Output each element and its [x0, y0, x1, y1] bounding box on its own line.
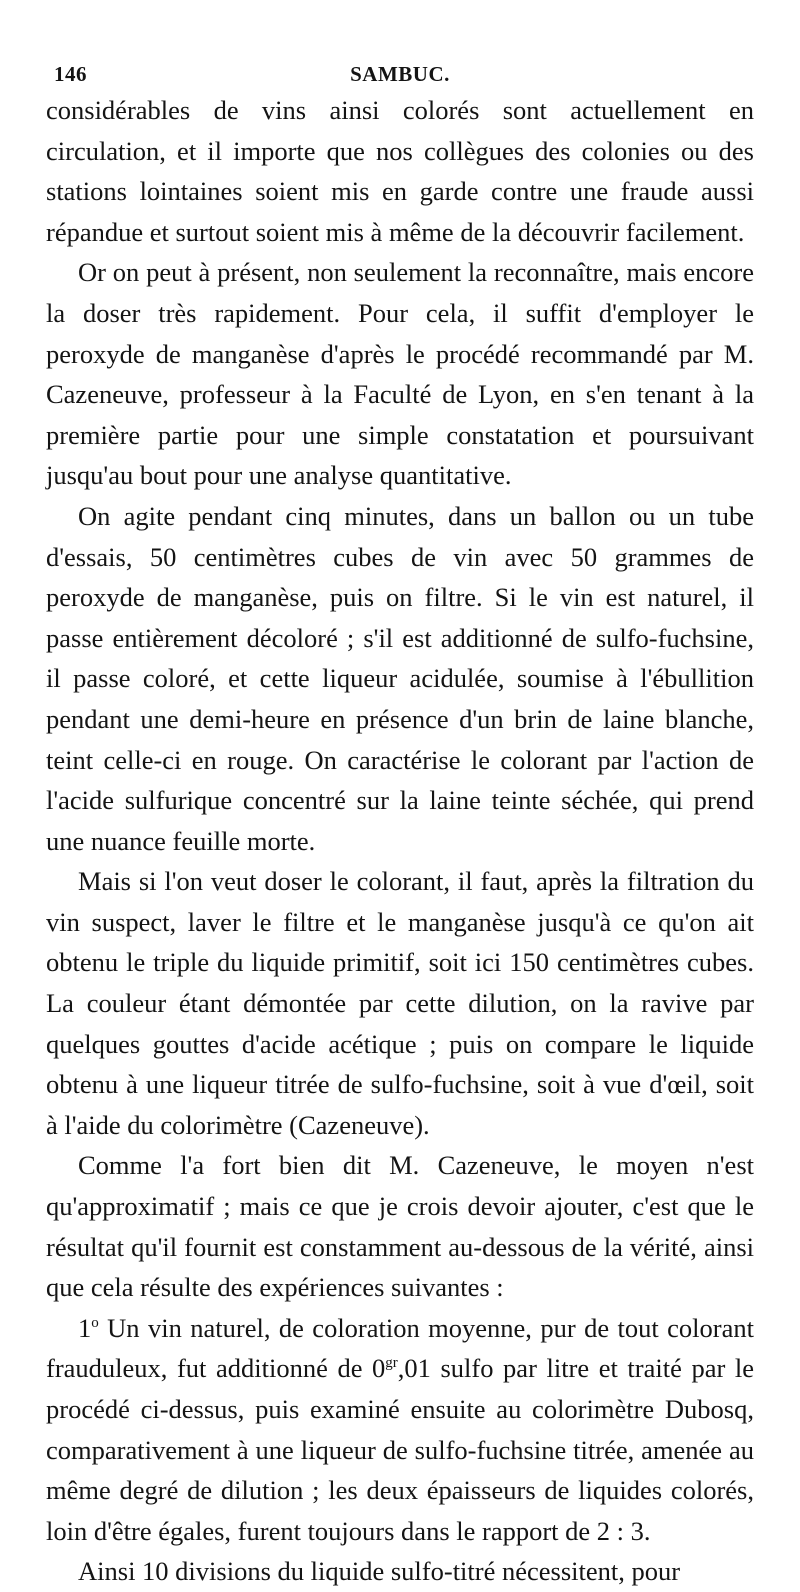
paragraph: Or on peut à présent, non seulement la reconnaître, mais encore la doser très rapidement. Pour cela, il suffit d'employer le peroxyde de manganèse d'après le procédé recommandé par M. Cazeneuve, professeur à la Faculté de Lyon, en s'en tenant à la première partie pour une simple constatation et poursuivant jusqu'au bout pour une analyse quantitative.	[46, 257, 754, 491]
text-segment: ,01 sulfo par litre et traité par le procédé ci-dessus, puis examiné ensuite au colorimètre Dubosq, comparativement à une liqueur de sulfo-fuchsine titrée, amenée au même degré de dilution ; les deux épaisseurs de liquides colorés, loin d'être égales, furent toujours dans le rapport de 2 : 3.	[46, 1353, 754, 1546]
text-segment: 1	[78, 1312, 92, 1343]
body-text	[46, 90, 754, 1592]
paragraph-last-line: Ainsi 10 divisions du liquide sulfo-titré nécessitent, pour	[78, 1556, 681, 1587]
superscript: gr	[385, 1355, 398, 1372]
paragraph-experiment-1	[46, 1308, 754, 1552]
paragraph: On agite pendant cinq minutes, dans un ballon ou un tube d'essais, 50 centimètres cubes de vin avec 50 grammes de peroxyde de manganèse, puis on filtre. Si le vin est naturel, il passe entièrement décoloré ; s'il est additionné de sulfo-fuchsine, il passe coloré, et cette liqueur acidulée, soumise à l'ébullition pendant une demi-heure en présence d'un brin de laine blanche, teint celle-ci en rouge. On caractérise le colorant par l'action de l'acide sulfurique concentré sur la laine teinte séchée, qui prend une nuance feuille morte.	[46, 500, 754, 856]
page-number: 146	[54, 62, 87, 86]
superscript: o	[91, 1314, 99, 1331]
text-segment: Un vin naturel, de coloration moyenne, pur de tout colorant frauduleux, fut additionné de 0	[46, 1312, 754, 1384]
paragraph-continuation: considérables de vins ainsi colorés sont actuellement en circulation, et il importe que nos collègues des colonies ou des stations lointaines soient mis en garde contre une fraude aussi répandue et surtout soient mis à même de la découvrir facilement.	[46, 95, 754, 247]
running-title: SAMBUC.	[350, 62, 450, 86]
paragraph: Mais si l'on veut doser le colorant, il faut, après la filtration du vin suspect, laver le filtre et le manganèse jusqu'à ce qu'on ait obtenu le triple du liquide primitif, soit ici 150 centimètres cubes. La couleur étant démontée par cette dilution, on la ravive par quelques gouttes d'acide acétique ; puis on compare le liquide obtenu à une liqueur titrée de sulfo-fuchsine, soit à vue d'œil, soit à l'aide du colorimètre (Cazeneuve).	[46, 866, 754, 1140]
running-head	[46, 52, 754, 86]
paragraph: Comme l'a fort bien dit M. Cazeneuve, le moyen n'est qu'approximatif ; mais ce que je crois devoir ajouter, c'est que le résultat qu'il fournit est constamment au-dessous de la vérité, ainsi que cela résulte des expériences suivantes :	[46, 1150, 754, 1303]
